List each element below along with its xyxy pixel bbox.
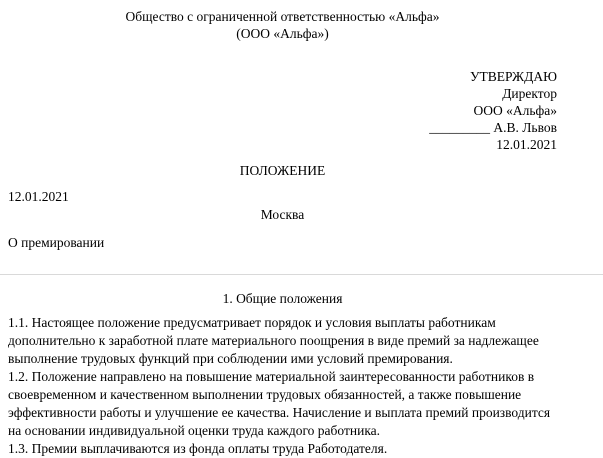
signatory-name: А.В. Львов: [490, 120, 557, 135]
signature-row: [8, 119, 557, 136]
paragraph-1-2: 1.2. Положение направлено на повышение материальной заинтересованности работников в своевременном и качественном выполнении трудовых обязанностей, а также повышение эффективности работы и улучшение ее качества. Начисление и выплата премий производится на основании индивидуальной оценки труда каждого работника.: [8, 369, 551, 438]
approver-company: ООО «Альфа»: [473, 103, 557, 118]
section-body: [8, 314, 557, 458]
document-city: Москва: [260, 207, 305, 222]
document-subject: О премировании: [8, 235, 105, 250]
company-short-name: (ООО «Альфа»): [236, 26, 329, 41]
section-heading: 1. Общие положения: [222, 291, 343, 306]
company-header: [8, 8, 557, 42]
approval-block: [8, 68, 557, 153]
document-title: ПОЛОЖЕНИЕ: [239, 163, 326, 178]
company-full-name: Общество с ограниченной ответственностью «Альфа»: [125, 9, 440, 24]
signature-line: _________: [429, 120, 491, 135]
approval-word: УТВЕРЖДАЮ: [469, 69, 557, 84]
approver-position: Директор: [502, 86, 557, 101]
approval-date: 12.01.2021: [496, 137, 557, 152]
document-date: 12.01.2021: [8, 189, 69, 204]
paragraph-1-3: 1.3. Премии выплачиваются из фонда оплаты труда Работодателя.: [8, 441, 388, 456]
paragraph-1-1: 1.1. Настоящее положение предусматривает порядок и условия выплаты работникам дополнительно к заработной плате материального поощрения в виде премий за надлежащее выполнение трудовых функций при соблюдении ими условий премирования.: [8, 315, 539, 366]
horizontal-divider: [0, 274, 603, 275]
